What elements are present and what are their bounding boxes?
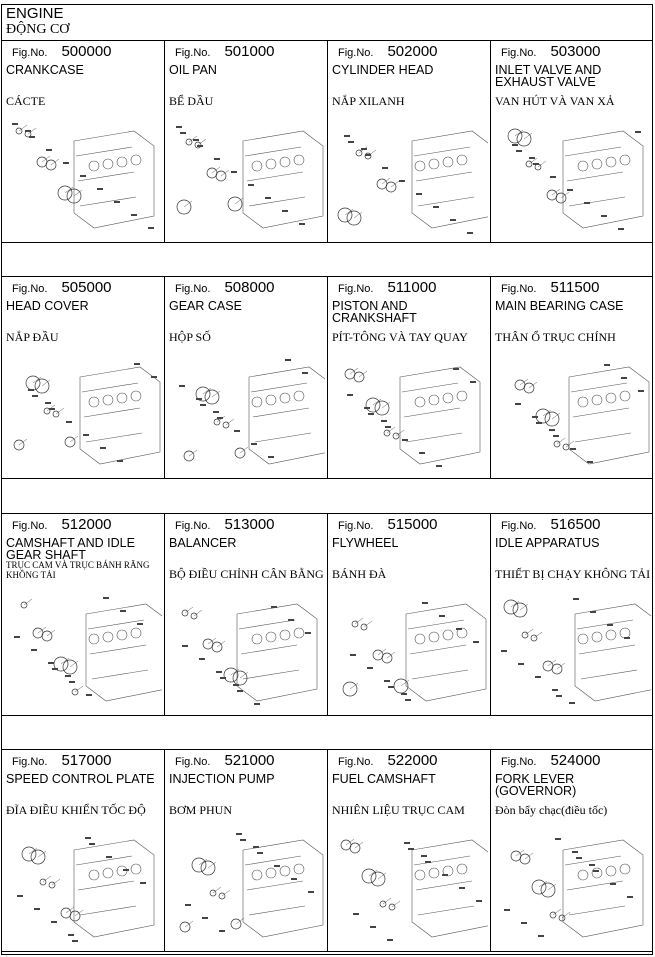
figure-number: [12, 43, 112, 61]
figure-number-value: 511500: [550, 279, 600, 296]
part-name-vn: NẮP XILANH: [332, 94, 405, 108]
figure-number: [338, 43, 438, 61]
part-name-vn: BỘ ĐIỀU CHỈNH CÂN BẰNG: [169, 567, 324, 581]
figure-number: [501, 752, 601, 770]
figure-row: [2, 514, 652, 716]
figure-row: [2, 277, 652, 479]
figure-number-label: Fig.No.: [12, 756, 48, 768]
part-name-en: OIL PAN: [169, 63, 217, 77]
figure-row: [2, 41, 652, 243]
part-name-vn: HỘP SỐ: [169, 330, 211, 344]
catalog-header: [2, 5, 652, 41]
figure-number-value: 501000: [224, 43, 275, 60]
figure-number: [338, 752, 438, 770]
exploded-view-diagram: [167, 347, 325, 477]
figure-number: [175, 279, 275, 297]
part-name-vn: NẮP ĐẦU: [6, 330, 59, 344]
figure-number: [12, 752, 112, 770]
part-name-vn: ĐĨA ĐIỀU KHIỂN TỐC ĐỘ: [6, 803, 146, 817]
figure-cell[interactable]: [328, 277, 491, 478]
figure-number-label: Fig.No.: [175, 47, 211, 59]
part-name-en: MAIN BEARING CASE: [495, 299, 624, 313]
exploded-view-diagram: [4, 820, 162, 950]
part-name-vn: VAN HÚT VÀ VAN XẢ: [495, 94, 615, 108]
figure-row: [2, 750, 652, 952]
part-name-en: FLYWHEEL: [332, 536, 399, 550]
figure-number-label: Fig.No.: [501, 47, 537, 59]
figure-number-value: 500000: [61, 43, 112, 60]
part-name-vn: BÁNH ĐÀ: [332, 567, 387, 581]
row-spacer: [2, 479, 652, 514]
figure-number: [501, 279, 599, 297]
row-spacer: [2, 243, 652, 277]
catalog-title-vn: ĐỘNG CƠ: [6, 22, 70, 37]
figure-number-label: Fig.No.: [338, 756, 374, 768]
exploded-view-diagram: [4, 111, 162, 241]
part-name-vn: THÂN Ổ TRỤC CHÍNH: [495, 330, 616, 344]
figure-number: [12, 279, 112, 297]
figure-number-value: 508000: [224, 279, 275, 296]
exploded-view-diagram: [493, 584, 651, 714]
exploded-view-diagram: [330, 347, 488, 477]
exploded-view-diagram: [167, 584, 325, 714]
figure-number: [338, 279, 436, 297]
part-name-en: INJECTION PUMP: [169, 772, 275, 786]
part-name-en: PISTON AND CRANKSHAFT: [332, 299, 417, 325]
part-name-en: FUEL CAMSHAFT: [332, 772, 436, 786]
figure-number: [338, 516, 438, 534]
part-name-en: GEAR CASE: [169, 299, 242, 313]
figure-number-label: Fig.No.: [501, 283, 537, 295]
part-name-en: INLET VALVE AND EXHAUST VALVE: [495, 63, 602, 89]
figure-number-value: 515000: [387, 516, 438, 533]
figure-number-value: 517000: [61, 752, 112, 769]
figure-number-label: Fig.No.: [501, 756, 537, 768]
exploded-view-diagram: [4, 347, 162, 477]
figure-number-value: 502000: [387, 43, 438, 60]
figure-number-label: Fig.No.: [501, 520, 537, 532]
figure-cell[interactable]: [491, 277, 654, 478]
figure-number-label: Fig.No.: [175, 283, 211, 295]
exploded-view-diagram: [4, 584, 162, 714]
figure-number-label: Fig.No.: [12, 47, 48, 59]
part-name-en: BALANCER: [169, 536, 237, 550]
figure-number-value: 505000: [61, 279, 112, 296]
figure-cell[interactable]: [165, 514, 328, 715]
part-name-vn: Đòn bẩy chạc(điều tốc): [495, 803, 608, 817]
part-name-en: FORK LEVER (GOVERNOR): [495, 772, 577, 798]
figure-cell[interactable]: [491, 514, 654, 715]
part-name-en: CAMSHAFT AND IDLE GEAR SHAFT: [6, 536, 135, 562]
catalog-title-en: ENGINE: [6, 5, 64, 22]
figure-cell[interactable]: [328, 514, 491, 715]
figure-number-value: 522000: [387, 752, 438, 769]
figure-number: [175, 43, 275, 61]
figure-number-label: Fig.No.: [338, 47, 374, 59]
parts-catalog-sheet: [1, 4, 653, 955]
part-name-vn: THIẾT BỊ CHẠY KHÔNG TẢI: [495, 567, 651, 581]
exploded-view-diagram: [167, 111, 325, 241]
exploded-view-diagram: [493, 820, 651, 950]
figure-cell[interactable]: [2, 750, 165, 951]
figure-number-label: Fig.No.: [175, 520, 211, 532]
figure-cell[interactable]: [328, 41, 491, 242]
part-name-en: SPEED CONTROL PLATE: [6, 772, 155, 786]
figure-number-label: Fig.No.: [175, 756, 211, 768]
part-name-vn: BƠM PHUN: [169, 803, 233, 817]
figure-number: [175, 752, 275, 770]
figure-number-value: 513000: [224, 516, 275, 533]
part-name-vn: PÍT-TÔNG VÀ TAY QUAY: [332, 330, 468, 344]
figure-number-value: 511000: [387, 279, 437, 296]
exploded-view-diagram: [493, 111, 651, 241]
figure-cell[interactable]: [2, 514, 165, 715]
figure-number-label: Fig.No.: [12, 283, 48, 295]
figure-number-value: 524000: [550, 752, 601, 769]
figure-cell[interactable]: [165, 750, 328, 951]
figure-number: [501, 516, 601, 534]
figure-number: [501, 43, 601, 61]
figure-number-value: 516500: [550, 516, 601, 533]
figure-cell[interactable]: [491, 750, 654, 951]
exploded-view-diagram: [330, 111, 488, 241]
part-name-vn: BỂ DẦU: [169, 94, 214, 108]
figure-number-value: 521000: [224, 752, 275, 769]
part-name-en: CRANKCASE: [6, 63, 84, 77]
figure-cell[interactable]: [165, 41, 328, 242]
part-name-vn: NHIÊN LIỆU TRỤC CAM: [332, 803, 465, 817]
figure-number-label: Fig.No.: [12, 520, 48, 532]
figure-number-value: 503000: [550, 43, 601, 60]
part-name-vn: TRỤC CAM VÀ TRỤC BÁNH RĂNG KHÔNG TẢI: [6, 560, 150, 580]
figure-number-label: Fig.No.: [338, 520, 374, 532]
figure-cell[interactable]: [165, 277, 328, 478]
figure-number: [12, 516, 112, 534]
figure-cell[interactable]: [328, 750, 491, 951]
exploded-view-diagram: [330, 584, 488, 714]
exploded-view-diagram: [167, 820, 325, 950]
part-name-vn: CÁCTE: [6, 94, 46, 108]
exploded-view-diagram: [493, 347, 651, 477]
row-spacer: [2, 716, 652, 750]
part-name-en: CYLINDER HEAD: [332, 63, 434, 77]
part-name-en: HEAD COVER: [6, 299, 89, 313]
figure-number: [175, 516, 275, 534]
part-name-en: IDLE APPARATUS: [495, 536, 600, 550]
figure-number-label: Fig.No.: [338, 283, 374, 295]
figure-cell[interactable]: [2, 277, 165, 478]
figure-cell[interactable]: [2, 41, 165, 242]
figure-number-value: 512000: [61, 516, 112, 533]
figure-cell[interactable]: [491, 41, 654, 242]
exploded-view-diagram: [330, 820, 488, 950]
